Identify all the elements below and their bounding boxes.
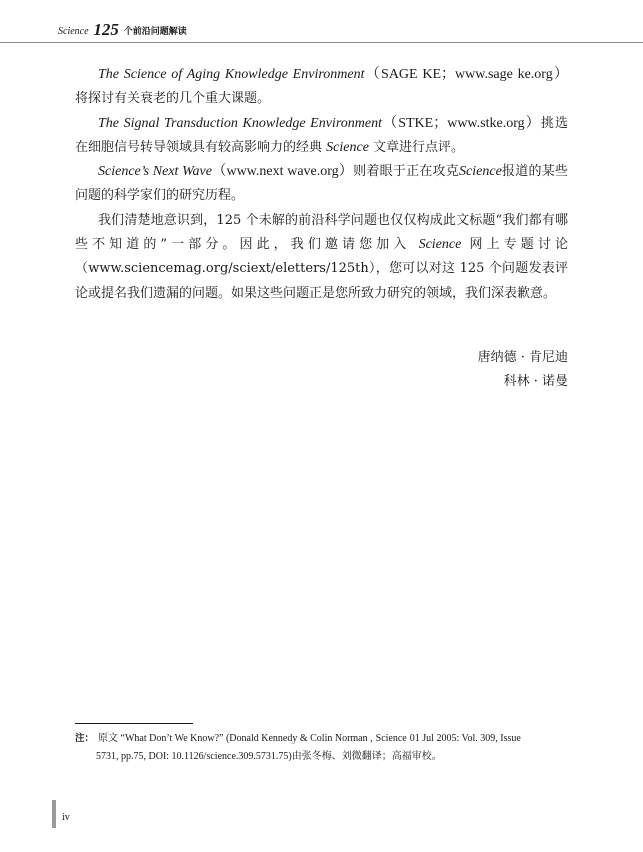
body-text xyxy=(75,63,568,306)
footnote xyxy=(75,730,570,766)
header-number: 125 xyxy=(93,20,119,39)
invitation-science: Science xyxy=(418,237,462,253)
paragraph-sage-ke xyxy=(75,63,568,112)
invitation-text-b: 网上专题讨论（www.sciencemag.org/sciext/eletters/125th），您可以对这 125 个问题发表评论或提名我们遗漏的问题。如果这些问题正是您所致力研究的领域，我们深表歉意。 xyxy=(75,237,568,301)
header-title xyxy=(58,19,187,39)
next-wave-name: Science’s Next Wave xyxy=(98,164,212,180)
paragraph-invitation xyxy=(75,209,568,306)
running-header xyxy=(0,0,643,43)
next-wave-science: Science xyxy=(459,164,502,180)
page-number: iv xyxy=(62,812,70,823)
stke-science: Science xyxy=(326,139,369,155)
signature-block xyxy=(368,346,568,394)
next-wave-url: （www.next wave.org） xyxy=(211,164,354,180)
footnote-text-c: 5731, pp.75, DOI: 10.1126/science.309.5731.75)由张冬梅、刘微翻译；高福审校。 xyxy=(96,751,442,762)
footnote-text-a: 原文 “What Don’t We Know?” (Donald Kennedy & Colin Norman , xyxy=(98,733,373,744)
sage-ke-url: （SAGE KE；www.sage ke.org） xyxy=(364,67,568,82)
signature-norman: 科林 · 诺曼 xyxy=(503,374,568,389)
next-wave-desc-b: 报道的某些问题的科学家们的研究历程。 xyxy=(75,164,568,204)
header-book-title: 个前沿问题解读 xyxy=(123,27,187,37)
stke-name: The Signal Transduction Knowledge Environment xyxy=(98,115,382,131)
signature-kennedy: 唐纳德 · 肯尼迪 xyxy=(477,350,568,365)
footnote-rule xyxy=(75,723,193,724)
stke-desc-a: 挑选在细胞信号转导领域具有较高影响力的经典 xyxy=(75,115,568,155)
sage-ke-desc: 将探讨有关衰老的几个重大课题。 xyxy=(75,91,271,107)
paragraph-stke xyxy=(75,112,568,161)
sage-ke-name: The Science of Aging Knowledge Environment xyxy=(98,67,365,82)
next-wave-desc-a: 则着眼于正在攻克 xyxy=(353,164,460,180)
footnote-label: 注： xyxy=(75,733,95,744)
page-marker-bar xyxy=(52,800,56,828)
paragraph-next-wave xyxy=(75,160,568,209)
header-magazine: Science xyxy=(58,26,89,37)
stke-url: （STKE；www.stke.org） xyxy=(381,115,541,131)
stke-desc-b: 文章进行点评。 xyxy=(373,139,465,155)
invitation-text-a: 我们清楚地意识到，125 个未解的前沿科学问题也仅仅构成此文标题“我们都有哪些不知道的”一部分。因此，我们邀请您加入 xyxy=(75,212,568,253)
footnote-text-b: 01 Jul 2005: Vol. 309, Issue xyxy=(409,733,521,744)
footnote-science: Science xyxy=(375,733,407,744)
